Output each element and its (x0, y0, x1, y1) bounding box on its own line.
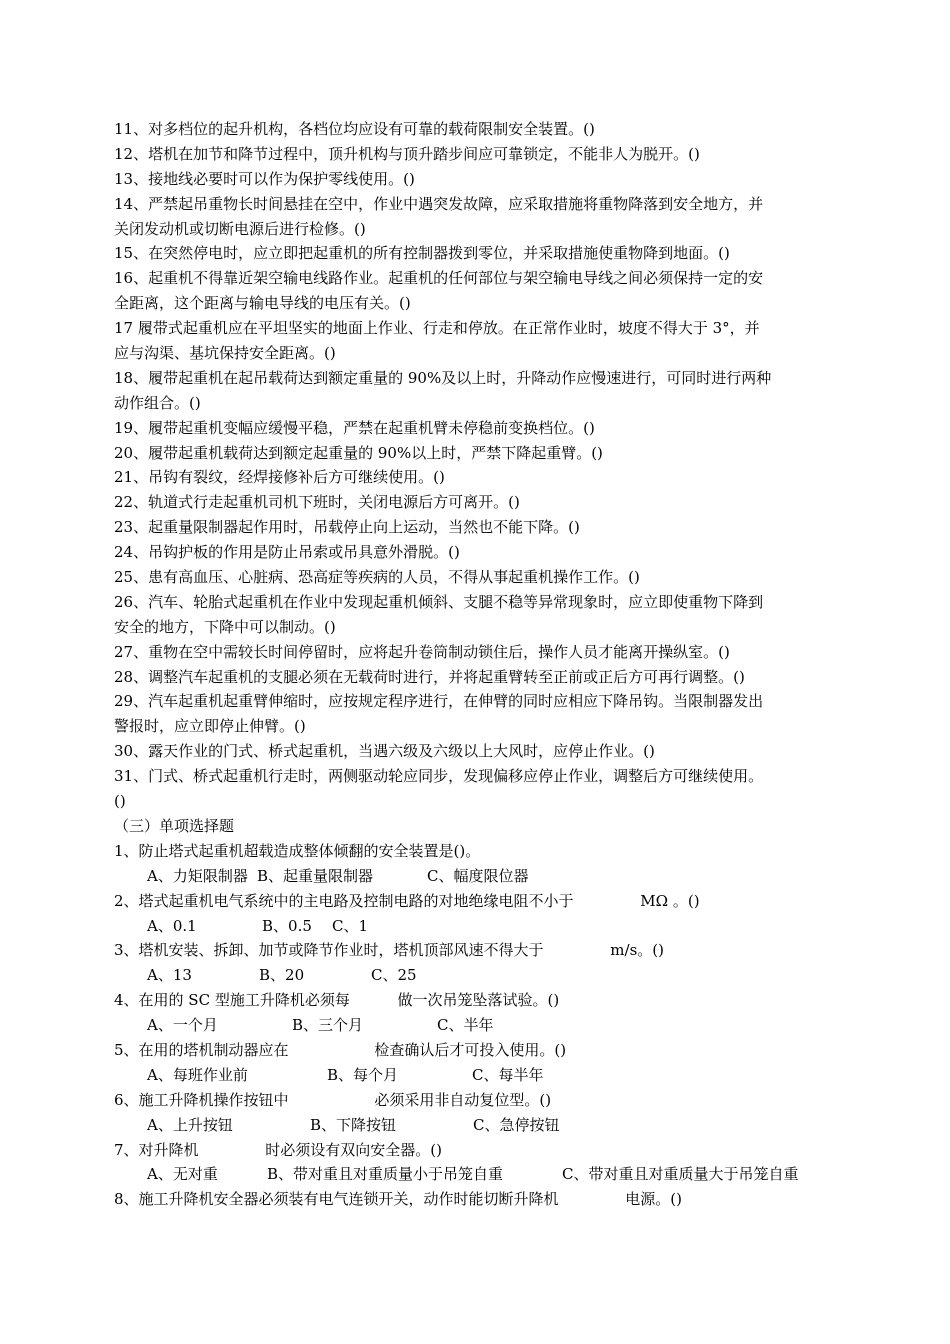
question-line: 19、履带起重机变幅应缓慢平稳，严禁在起重机臂未停稳前变换档位。() (114, 418, 595, 437)
question-line: 14、严禁起吊重物长时间悬挂在空中，作业中遇突发故障，应采取措施将重物降落到安全地方，并 (114, 194, 764, 213)
question-line: 15、在突然停电时，应立即把起重机的所有控制器拨到零位，并采取措施使重物降到地面。() (114, 244, 730, 263)
question-line: 关闭发动机或切断电源后进行检修。() (114, 219, 366, 238)
question-text: 8、施工升降机安全器必须装有电气连锁开关，动作时能切断升降机 电源。() (114, 1190, 683, 1209)
question-line: 全距离，这个距离与输电导线的电压有关。() (114, 294, 411, 313)
judgment-question (114, 465, 844, 490)
judgment-question (114, 565, 844, 590)
section-title: （三）单项选择题 (114, 816, 235, 835)
judgment-question (114, 590, 844, 640)
question-text: 3、塔机安装、拆卸、加节或降节作业时，塔机顶部风速不得大于 m/s。() (114, 941, 664, 960)
question-line: 11、对多档位的起升机构，各档位均应设有可靠的载荷限制安全装置。() (114, 120, 595, 138)
choice-question (114, 1088, 844, 1138)
choice-question (114, 938, 844, 988)
judgment-question (114, 142, 844, 167)
question-line: 17 履带式起重机应在平坦坚实的地面上作业、行走和停放。在正常作业时，坡度不得大于 3°，并 (114, 319, 760, 338)
question-line: 31、门式、桥式起重机行走时，两侧驱动轮应同步，发现偏移应停止作业，调整后方可继续使用。 (114, 767, 764, 786)
question-line: 27、重物在空中需较长时间停留时，应将起升卷筒制动锁住后，操作人员才能离开操纵室。() (114, 642, 730, 661)
option-c: C、半年 (437, 1016, 494, 1035)
judgment-question (114, 515, 844, 540)
option-a: A、无对重 (147, 1165, 218, 1184)
question-line: 23、起重量限制器起作用时，吊载停止向上运动，当然也不能下降。() (114, 518, 580, 537)
judgment-question (114, 192, 844, 242)
question-text: 7、对升降机 时必须设有双向安全器。() (114, 1140, 443, 1159)
question-line: 25、患有高血压、心脏病、恐高症等疾病的人员，不得从事起重机操作工作。() (114, 568, 640, 587)
judgment-question (114, 167, 844, 192)
question-line: 13、接地线必要时可以作为保护零线使用。() (114, 169, 415, 188)
options-row (114, 1162, 844, 1187)
judgment-question (114, 764, 844, 814)
option-a: A、0.1 (147, 916, 197, 935)
option-b: B、20 (259, 966, 305, 985)
judgment-question (114, 540, 844, 565)
question-line: 24、吊钩护板的作用是防止吊索或吊具意外滑脱。() (114, 543, 460, 562)
document-page (114, 117, 844, 1212)
judgment-question (114, 640, 844, 665)
question-line: 警报时，应立即停止伸臂。() (114, 717, 306, 736)
judgment-question (114, 366, 844, 416)
judgment-question-list (114, 117, 844, 814)
choice-question (114, 889, 844, 939)
option-c: C、带对重且对重质量大于吊笼自重 (562, 1165, 799, 1184)
question-line: 21、吊钩有裂纹，经焊接修补后方可继续使用。() (114, 468, 445, 487)
judgment-question (114, 416, 844, 441)
option-c: C、每半年 (472, 1065, 544, 1084)
option-a: A、一个月 (147, 1016, 218, 1035)
question-line: 安全的地方，下降中可以制动。() (114, 617, 336, 636)
option-a: A、每班作业前 (147, 1065, 248, 1084)
question-text: 5、在用的塔机制动器应在 检查确认后才可投入使用。() (114, 1040, 567, 1059)
judgment-question (114, 241, 844, 266)
question-text: 6、施工升降机操作按钮中 必须采用非自动复位型。() (114, 1090, 552, 1109)
question-line: 20、履带起重机载荷达到额定起重量的 90%以上时，严禁下降起重臂。() (114, 443, 603, 462)
question-text: 2、塔式起重机电气系统中的主电路及控制电路的对地绝缘电阻不小于 MΩ 。() (114, 891, 700, 910)
question-line: 12、塔机在加节和降节过程中，顶升机构与顶升踏步间应可靠锁定，不能非人为脱开。() (114, 144, 700, 163)
options-row (114, 1063, 844, 1088)
question-line: 30、露天作业的门式、桥式起重机，当遇六级及六级以上大风时，应停止作业。() (114, 742, 655, 761)
option-c: C、幅度限位器 (427, 866, 529, 885)
option-b: B、带对重且对重质量小于吊笼自重 (267, 1165, 504, 1184)
judgment-question (114, 665, 844, 690)
option-a: A、力矩限制器 (147, 866, 248, 885)
option-a: A、上升按钮 (147, 1115, 233, 1134)
option-b: B、0.5 (262, 916, 312, 935)
option-c: C、1 (332, 916, 369, 935)
choice-question (114, 1138, 844, 1188)
judgment-question (114, 441, 844, 466)
judgment-question (114, 117, 844, 142)
judgment-question (114, 316, 844, 366)
choice-question (114, 1187, 844, 1212)
choice-question-list (114, 839, 844, 1212)
choice-question (114, 988, 844, 1038)
judgment-question (114, 739, 844, 764)
question-line: 29、汽车起重机起重臂伸缩时，应按规定程序进行，在伸臂的同时应相应下降吊钩。当限制器发出 (114, 692, 764, 711)
options-row (114, 914, 844, 939)
option-b: B、下降按钮 (310, 1115, 397, 1134)
question-line: () (114, 792, 126, 811)
options-row (114, 864, 844, 889)
judgment-question (114, 490, 844, 515)
options-row (114, 963, 844, 988)
question-text: 1、防止塔式起重机超载造成整体倾翻的安全装置是()。 (114, 841, 481, 860)
question-line: 16、起重机不得靠近架空输电线路作业。起重机的任何部位与架空输电导线之间必须保持一定的安 (114, 269, 764, 288)
option-c: C、25 (371, 966, 417, 985)
options-row (114, 1013, 844, 1038)
option-b: B、三个月 (292, 1016, 364, 1035)
choice-question (114, 1038, 844, 1088)
question-line: 22、轨道式行走起重机司机下班时，关闭电源后方可离开。() (114, 493, 520, 512)
question-text: 4、在用的 SC 型施工升降机必须每 做一次吊笼坠落试验。() (114, 991, 560, 1010)
question-line: 应与沟渠、基坑保持安全距离。() (114, 344, 336, 363)
option-b: B、起重量限制器 (257, 866, 374, 885)
option-b: B、每个月 (327, 1065, 399, 1084)
option-c: C、急停按钮 (473, 1115, 560, 1134)
judgment-question (114, 266, 844, 316)
judgment-question (114, 689, 844, 739)
choice-question (114, 839, 844, 889)
question-line: 动作组合。() (114, 393, 201, 412)
question-line: 28、调整汽车起重机的支腿必须在无载荷时进行，并将起重臂转至正前或正后方可再行调整。() (114, 667, 745, 686)
options-row (114, 1113, 844, 1138)
question-line: 18、履带起重机在起吊载荷达到额定重量的 90%及以上时，升降动作应慢速进行，可同时进行两种 (114, 368, 772, 387)
question-line: 26、汽车、轮胎式起重机在作业中发现起重机倾斜、支腿不稳等异常现象时，应立即使重物下降到 (114, 592, 764, 611)
option-a: A、13 (147, 966, 192, 985)
